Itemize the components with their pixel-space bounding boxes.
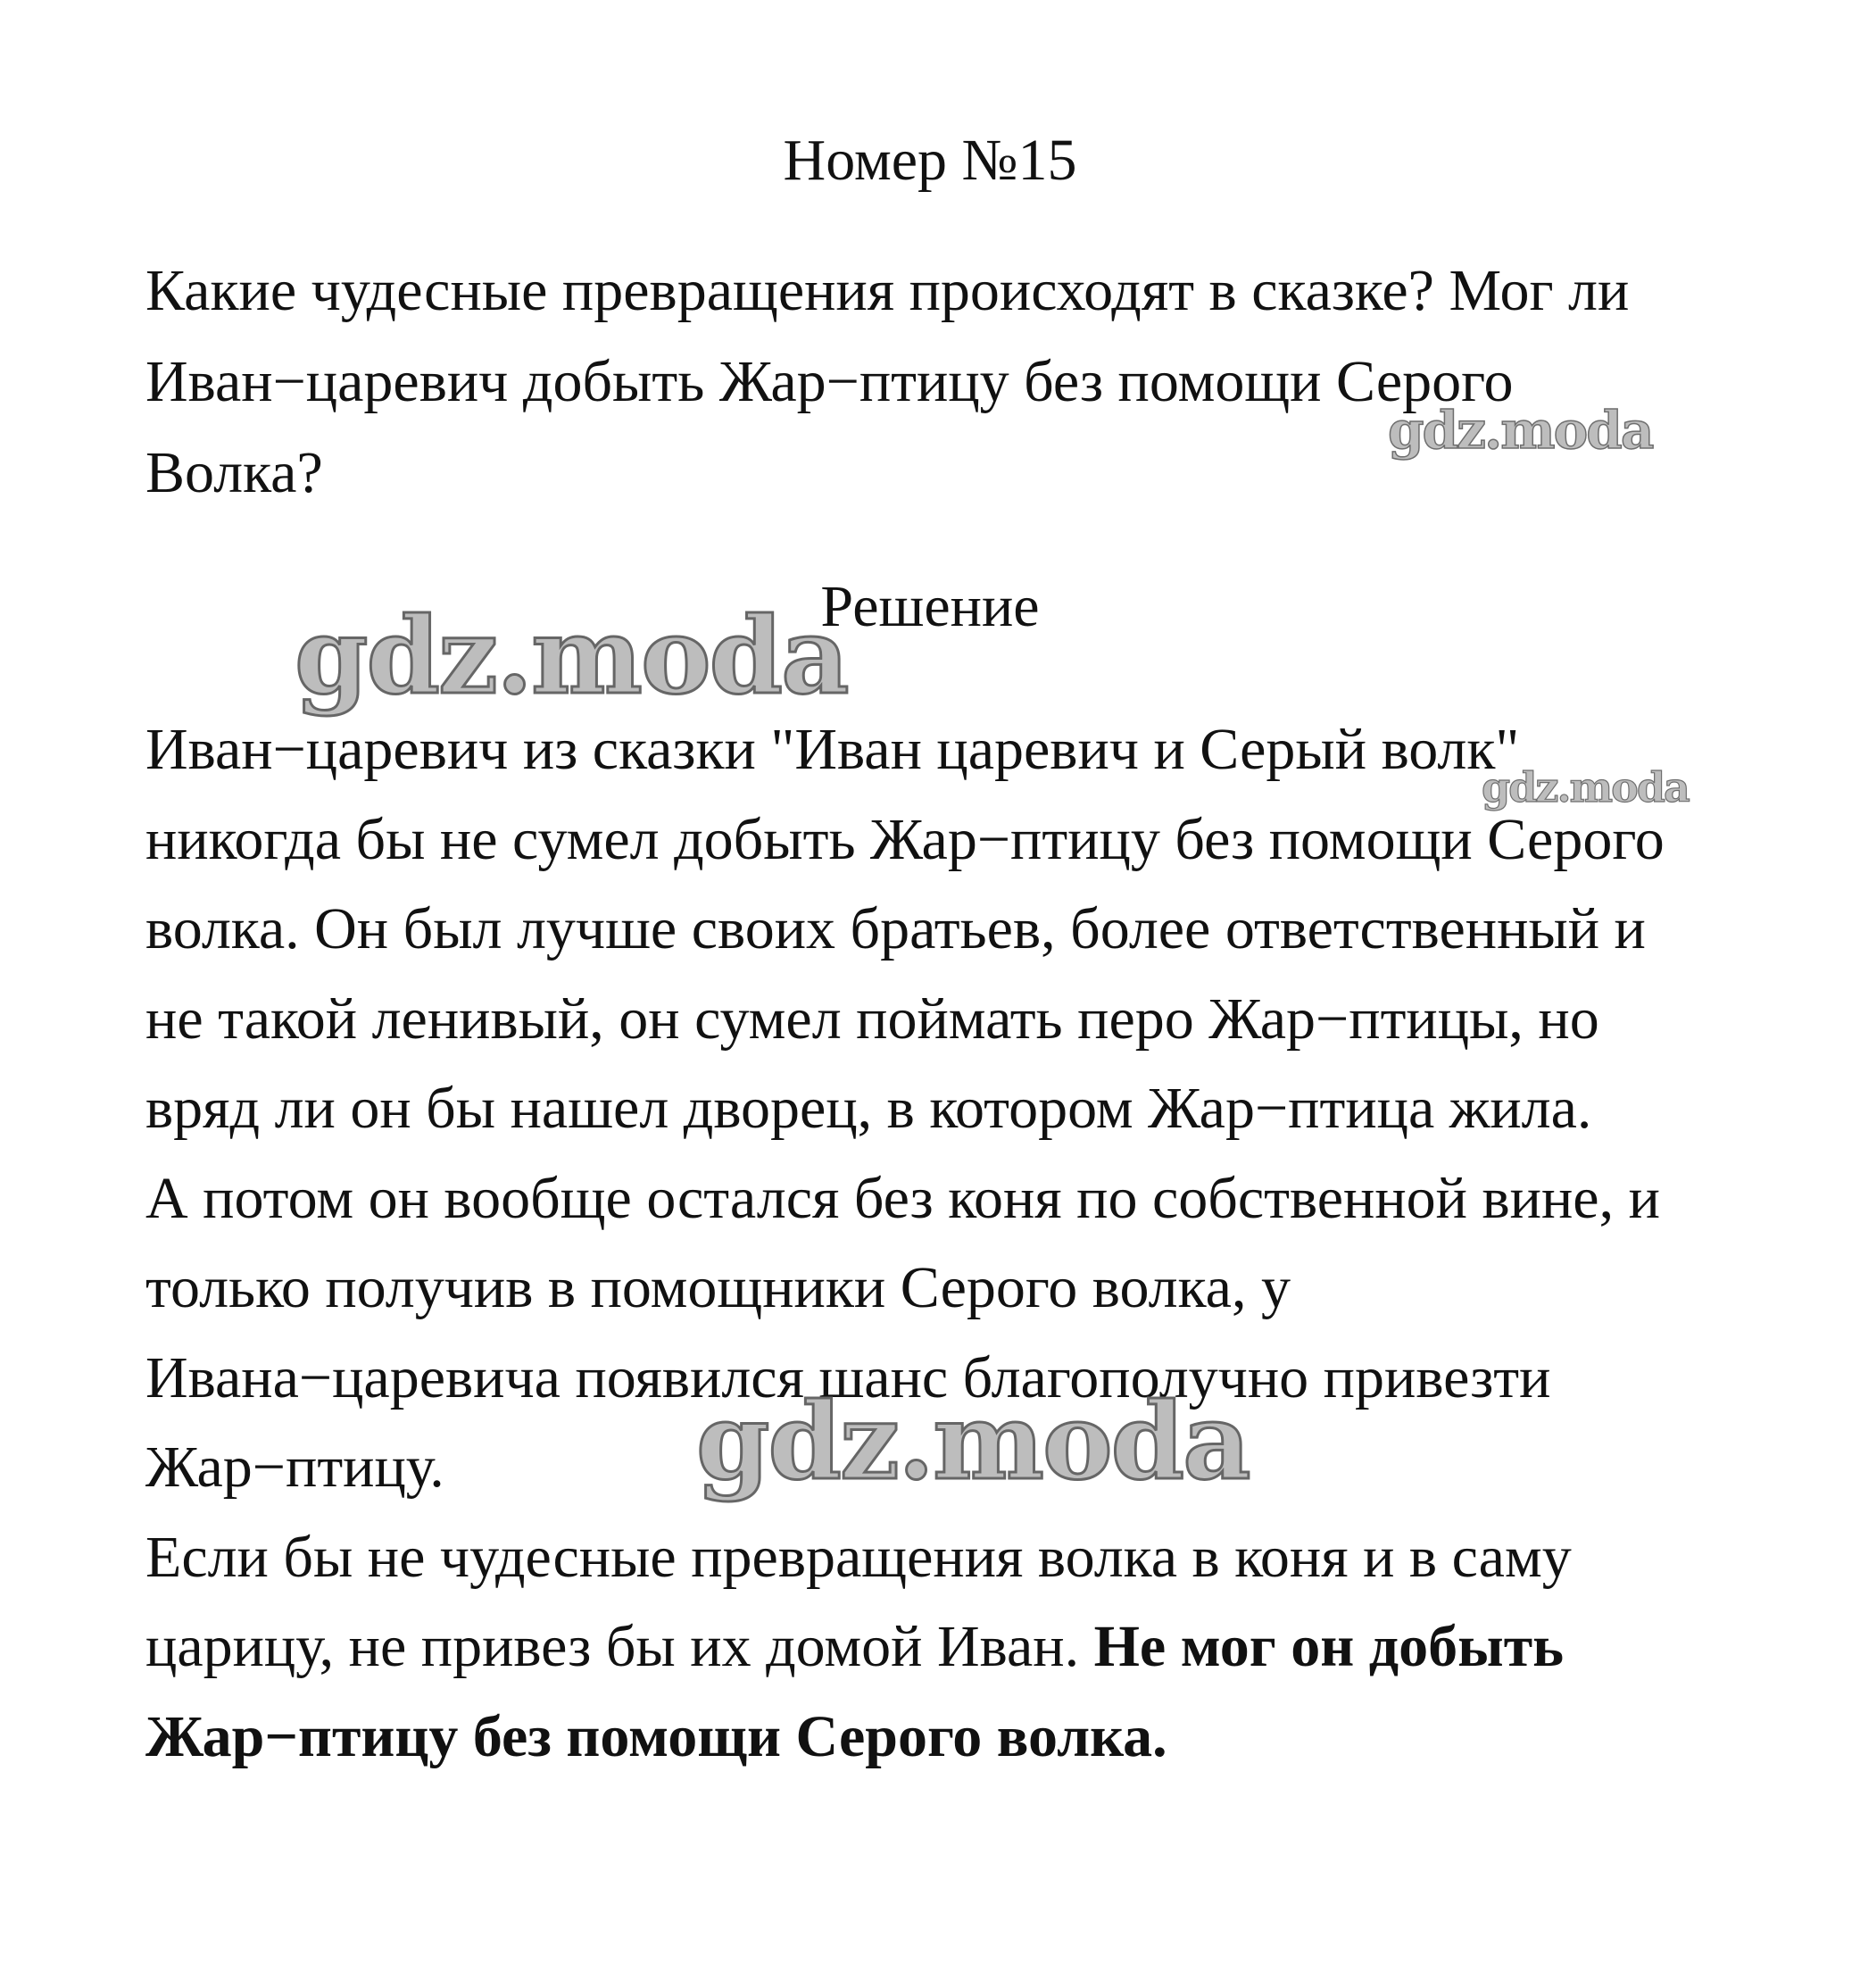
page-title: Номер №15	[783, 128, 1077, 193]
answer-line: Жар−птицу.	[145, 1435, 444, 1500]
watermark: gdz.moda	[1482, 763, 1689, 811]
answer-text	[145, 705, 1770, 1782]
watermark: gdz.moda	[1388, 400, 1653, 461]
solution-heading: Решение	[820, 574, 1040, 639]
answer-line: Ивана−царевича появился шанс благополучно привезти	[145, 1344, 1551, 1410]
watermark: gdz.moda	[295, 594, 848, 718]
answer-line: Если бы не чудесные превращения волка в коня и в саму	[145, 1524, 1572, 1590]
question-text	[145, 245, 1752, 519]
answer-regular-text: царицу, не привез бы их домой Иван.	[145, 1614, 1094, 1679]
answer-line: только получив в помощники Серого волка, у	[145, 1255, 1291, 1320]
answer-line-mixed	[145, 1602, 1770, 1693]
answer-line: никогда бы не сумел добыть Жар−птицу без помощи Серого	[145, 806, 1665, 872]
watermark: gdz.moda	[696, 1379, 1250, 1503]
answer-conclusion-bold-line: Жар−птицу без помощи Серого волка.	[145, 1703, 1167, 1769]
answer-line: Иван−царевич из сказки "Иван царевич и Серый волк"	[145, 717, 1520, 782]
answer-line: А потом он вообще остался без коня по собственной вине, и	[145, 1165, 1660, 1231]
answer-conclusion-bold: Не мог он добыть	[1093, 1614, 1565, 1679]
question-line: Какие чудесные превращения происходят в сказке? Мог ли	[145, 258, 1630, 323]
answer-line: волка. Он был лучше своих братьев, более ответственный и	[145, 896, 1646, 961]
answer-line: не такой ленивый, он сумел поймать перо Жар−птицы, но	[145, 986, 1599, 1052]
question-line: Иван−царевич добыть Жар−птицу без помощи Серого	[145, 349, 1514, 414]
question-line: Волка?	[145, 440, 323, 505]
answer-line: вряд ли он бы нашел дворец, в котором Жар−птица жила.	[145, 1076, 1592, 1141]
